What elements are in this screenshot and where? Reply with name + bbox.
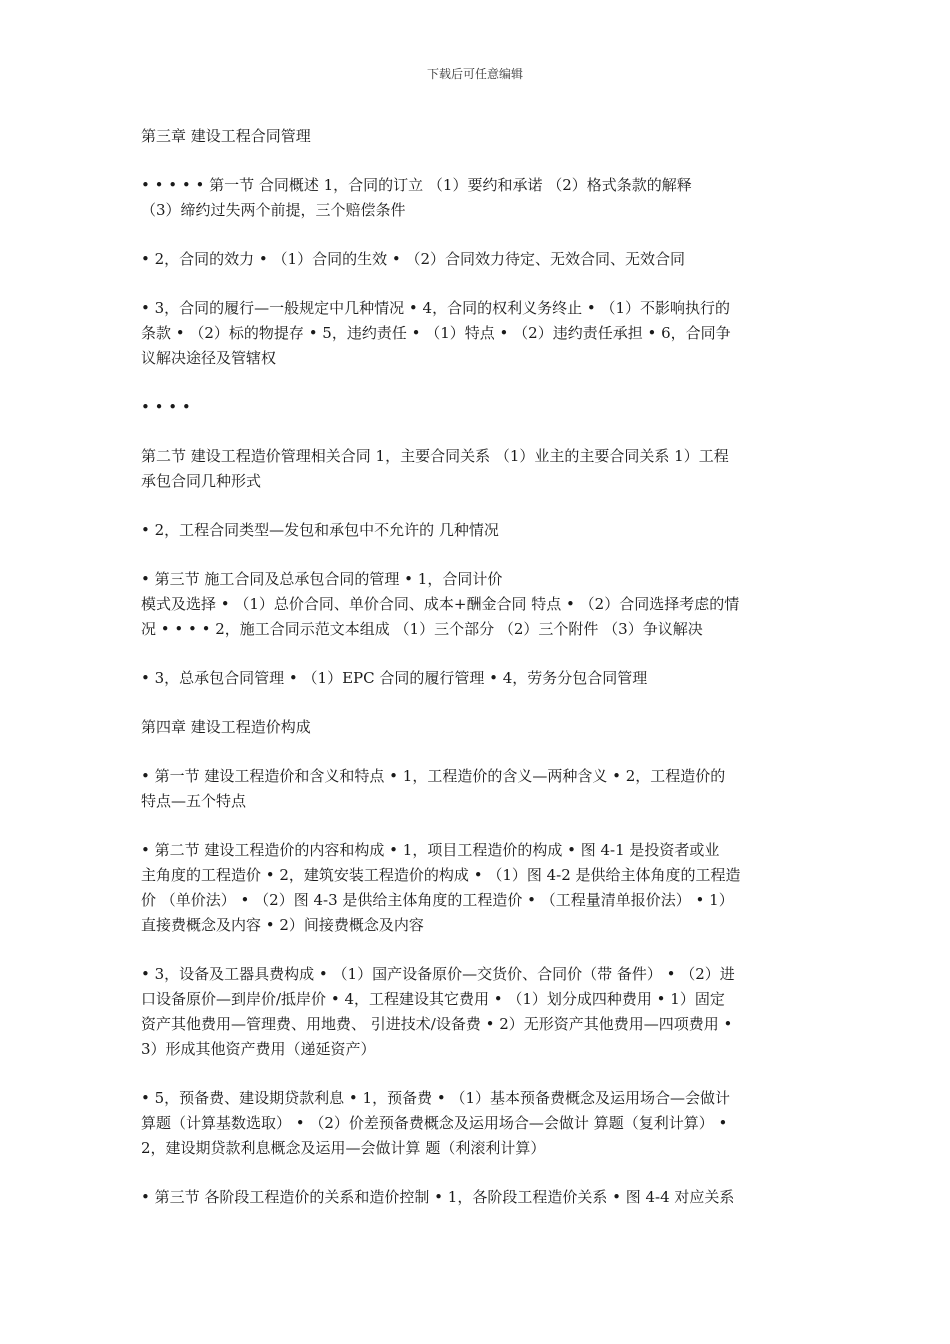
paragraph: [141, 567, 813, 642]
paragraph-line: 3）形成其他资产费用（递延资产）: [141, 1040, 376, 1058]
paragraph-line: • 第三节 各阶段工程造价的关系和造价控制 • 1，各阶段工程造价关系 • 图 4-4 对应关系: [141, 1188, 735, 1206]
paragraph-line: • 5，预备费、建设期贷款利息 • 1，预备费 • （1）基本预备费概念及运用场合—会做计: [141, 1089, 731, 1107]
paragraph: [141, 1086, 813, 1161]
paragraph-line: • • • •: [141, 398, 191, 416]
paragraph-line: • 第三节 施工合同及总承包合同的管理 • 1，合同计价: [141, 570, 503, 588]
paragraph-line: 第四章 建设工程造价构成: [141, 718, 311, 736]
paragraph: [141, 395, 813, 420]
paragraph-line: 口设备原价—到岸价/抵岸价 • 4，工程建设其它费用 • （1）划分成四种费用 • 1）固定: [141, 990, 725, 1008]
paragraph: [141, 764, 813, 814]
paragraph: [141, 962, 813, 1062]
paragraph-line: 第三章 建设工程合同管理: [141, 127, 311, 145]
paragraph-line: • 第二节 建设工程造价的内容和构成 • 1，项目工程造价的构成 • 图 4-1 是投资者或业: [141, 841, 720, 859]
paragraph-line: 特点—五个特点: [141, 792, 247, 810]
paragraph-line: （3）缔约过失两个前提，三个赔偿条件: [141, 201, 406, 219]
paragraph: [141, 1185, 813, 1210]
paragraph-line: 算题（计算基数选取） • （2）价差预备费概念及运用场合—会做计 算题（复利计算） •: [141, 1114, 728, 1132]
paragraph-line: 第二节 建设工程造价管理相关合同 1，主要合同关系 （1）业主的主要合同关系 1）工程: [141, 447, 729, 465]
paragraph: [141, 715, 813, 740]
paragraph-line: 主角度的工程造价 • 2，建筑安装工程造价的构成 • （1）图 4-2 是供给主体角度的工程造: [141, 866, 741, 884]
paragraph-line: • 3，合同的履行—一般规定中几种情况 • 4，合同的权利义务终止 • （1）不影响执行的: [141, 299, 731, 317]
paragraph: [141, 247, 813, 272]
paragraph-line: • 第一节 建设工程造价和含义和特点 • 1，工程造价的含义—两种含义 • 2，工程造价的: [141, 767, 726, 785]
paragraph-line: • 3，设备及工器具费构成 • （1）国产设备原价—交货价、合同价（带 备件） • （2）进: [141, 965, 735, 983]
paragraph-line: • 3，总承包合同管理 • （1）EPC 合同的履行管理 • 4，劳务分包合同管理: [141, 669, 648, 687]
paragraph-line: 资产其他费用—管理费、用地费、 引进技术/设备费 • 2）无形资产其他费用—四项费用 •: [141, 1015, 733, 1033]
paragraph-line: 条款 • （2）标的物提存 • 5，违约责任 • （1）特点 • （2）违约责任承担 • 6，合同争: [141, 324, 731, 342]
paragraph-line: • 2，合同的效力 • （1）合同的生效 • （2）合同效力待定、无效合同、无效合同: [141, 250, 686, 268]
paragraph-line: • • • • • 第一节 合同概述 1，合同的订立 （1）要约和承诺 （2）格式条款的解释: [141, 176, 692, 194]
paragraph-line: 议解决途径及管辖权: [141, 349, 277, 367]
paragraph: [141, 296, 813, 371]
paragraph: [141, 124, 813, 149]
paragraph: [141, 173, 813, 223]
paragraph: [141, 666, 813, 691]
paragraph-line: 模式及选择 • （1）总价合同、单价合同、成本+酬金合同 特点 • （2）合同选择考虑的情: [141, 595, 740, 613]
paragraph-line: 承包合同几种形式: [141, 472, 262, 490]
paragraph-line: 价 （单价法） • （2）图 4-3 是供给主体角度的工程造价 • （工程量清单报价法） • 1）: [141, 891, 734, 909]
paragraph-line: 2，建设期贷款利息概念及运用—会做计算 题（利滚利计算）: [141, 1139, 546, 1157]
paragraph-line: • 2，工程合同类型—发包和承包中不允许的 几种情况: [141, 521, 499, 539]
paragraph-line: 况 • • • • 2，施工合同示范文本组成 （1）三个部分 （2）三个附件 （3）争议解决: [141, 620, 703, 638]
paragraph: [141, 518, 813, 543]
document-body: [141, 124, 813, 1234]
paragraph: [141, 444, 813, 494]
page-header-note: 下载后可任意编辑: [426, 67, 523, 81]
paragraph: [141, 838, 813, 938]
paragraph-line: 直接费概念及内容 • 2）间接费概念及内容: [141, 916, 424, 934]
